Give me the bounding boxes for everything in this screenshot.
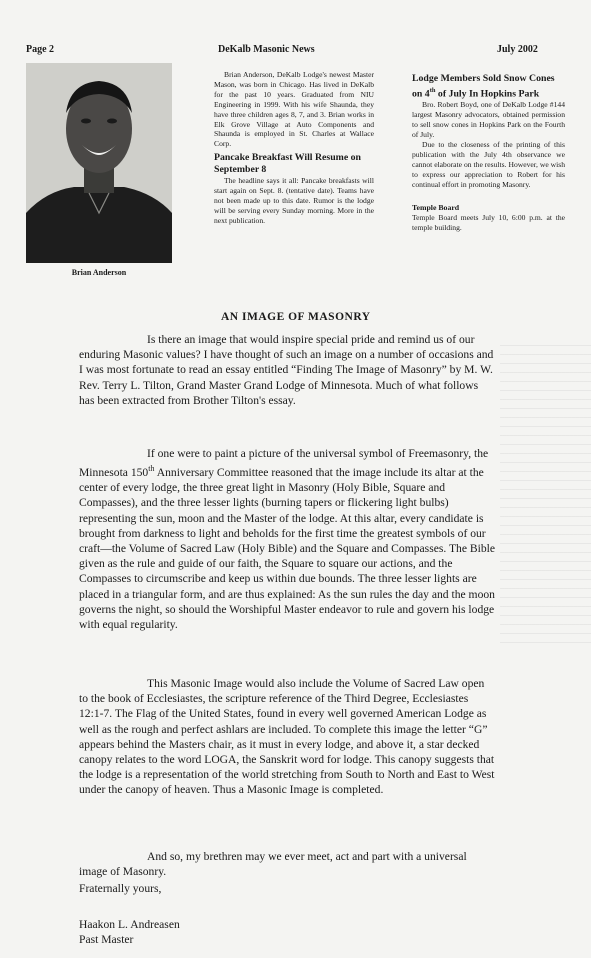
temple-board-heading: Temple Board: [412, 203, 460, 213]
snow-cones-text-2: Due to the closeness of the printing of this publication with the July 4th observance we cannot elaborate on the results. However, we wish to express our appreciation to Robert for his continual effort in promoting Masonry.: [412, 139, 565, 189]
member-profile-text: Brian Anderson, DeKalb Lodge's newest Master Mason, was born in Chicago. Has lived in DeKalb for the past 10 years. Graduated from NIU Engineering in 1999. With his wife Shaunda, they have three children ages 8, 7, and 3. Brian works in Elk Grove Village at Auto Components and Shaunda is employed in St. Charles at Wallace Corp.: [214, 70, 374, 149]
pancake-heading: Pancake Breakfast Will Resume on September 8: [214, 152, 361, 175]
issue-date: July 2002: [497, 44, 538, 55]
closing-line: Fraternally yours,: [79, 882, 162, 895]
article-paragraph-2: If one were to paint a picture of the universal symbol of Freemasonry, the Minnesota 150th Anniversary Committee reasoned that the image include its altar at the center of every lodge, the three great light in Masonry (Holy Bible, Square and Compasses), and the three lesser lights (burning tapers or flickering light bulbs) representing the sun, moon and the Master of the lodge. At this altar, every candidate is brought from darkness to light and beholds for the first time the greatest symbols of our craft—the Volume of Sacred Law (Holy Bible) and the Square and Compasses. The Bible given as the rule and guide of our faith, the Square to square our actions, and the Compasses to circumscribe and keep us within due bounds. The three lesser lights are placed in a triangular form, and are thus explained: As the sun rules the day and the moon governs the night, so should the Worshipful Master endeavor to rule and govern his lodge with equal regularity.: [79, 447, 495, 632]
signer-title: Past Master: [79, 933, 134, 946]
pancake-text: The headline says it all: Pancake breakfasts will start again on Sept. 8. (tentative date). Teams have not been made up to this date. Rumor is the lodge will be serving every Sunday morning. More in the next publication.: [214, 176, 374, 225]
snow-cones-text-1: Bro. Robert Boyd, one of DeKalb Lodge #144 largest Masonry advocators, obtained permission to sell snow cones in Hopkins Park on the Fourth of July.: [412, 100, 565, 139]
page-number: Page 2: [26, 44, 55, 55]
article-paragraph-3: This Masonic Image would also include the Volume of Sacred Law open to the book of Ecclesiastes, the scripture reference of the Third Degree, Ecclesiastes 12:1-7. The Flag of the United States, found in every well governed American Lodge as well as the rough and perfect ashlars are included. To complete this image the letter “G” appears behind the Masters chair, as it must in every lodge, and above it, a star decked canopy relates to the word LOGA, the Sanskrit word for lodge. This canopy suggests that the lodge is a representation of the world stretching from South to North and East to West under the canopy of heaven. Thus a Masonic Image is completed.: [79, 677, 495, 797]
photo-caption: Brian Anderson: [71, 268, 127, 277]
signer-name: Haakon L. Andreasen: [79, 918, 180, 931]
snow-cones-heading: Lodge Members Sold Snow Cones on 4th of July In Hopkins Park: [412, 73, 555, 99]
publication-name: DeKalb Masonic News: [218, 44, 315, 55]
column-member-profile: [214, 70, 374, 226]
article-paragraph-4: And so, my brethren may we ever meet, act and part with a universal image of Masonry.: [79, 850, 467, 879]
article-title: AN IMAGE OF MASONRY: [221, 311, 371, 323]
show-through-texture: [500, 345, 591, 645]
temple-board-text: Temple Board meets July 10, 6:00 p.m. at the temple building.: [412, 213, 565, 233]
portrait-photo: [26, 63, 172, 263]
article-paragraph-1: Is there an image that would inspire special pride and remind us of our enduring Masonic values? I have thought of such an image on a number of occasions and I was most fortunate to read an essay entitled “Finding The Image of Masonry” by M. W. Rev. Terry L. Tilton, Grand Master Grand Lodge of Minnesota. Much of what follows has been extracted from Brother Tilton's essay.: [79, 333, 494, 407]
column-news: [412, 70, 565, 233]
